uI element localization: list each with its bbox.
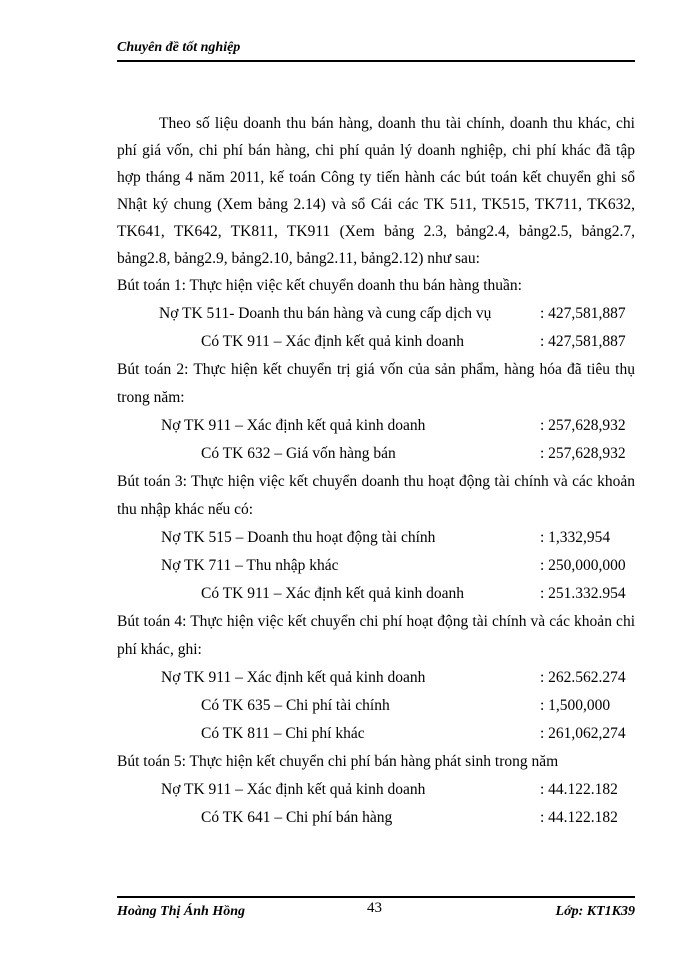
journal-entry-3 bbox=[117, 468, 635, 608]
entry-line-credit bbox=[117, 580, 635, 608]
entry-line-text: Có TK 911 – Xác định kết quả kinh doanh bbox=[201, 585, 465, 602]
header-title: Chuyên đề tốt nghiệp bbox=[117, 40, 241, 55]
page-header bbox=[117, 38, 635, 62]
entry-line-amount: : 257,628,932 bbox=[540, 445, 626, 462]
entry-line-amount: : 427,581,887 bbox=[540, 305, 626, 322]
journal-entry-4 bbox=[117, 608, 635, 748]
journal-entry-2 bbox=[117, 356, 635, 468]
entry-line-text: Có TK 635 – Chi phí tài chính bbox=[201, 697, 390, 714]
footer-class: Lớp: KT1K39 bbox=[555, 904, 635, 919]
entry-line-amount: : 1,332,954 bbox=[540, 529, 611, 546]
intro-paragraph: Theo số liệu doanh thu bán hàng, doanh thu tài chính, doanh thu khác, chi phí giá vốn, chi phí bán hàng, chi phí quản lý doanh nghiệp, chi phí khác đã tập hợp tháng 4 năm 2011, kế toán Công ty tiến hành các bút toán kết chuyển ghi sổ Nhật ký chung (Xem bảng 2.14) và sổ Cái các TK 511, TK515, TK711, TK632, TK641, TK642, TK811, TK911 (Xem bảng 2.3, bảng2.4, bảng2.5, bảng2.7, bảng2.8, bảng2.9, bảng2.10, bảng2.11, bảng2.12) như sau: bbox=[117, 115, 635, 267]
entry-heading: Bút toán 2: Thực hiện kết chuyển trị giá vốn của sản phẩm, hàng hóa đã tiêu thụ trong năm: bbox=[117, 361, 635, 406]
page-footer bbox=[117, 896, 635, 928]
page-number: 43 bbox=[367, 900, 382, 916]
entry-line-text: Nợ TK 911 – Xác định kết quả kinh doanh bbox=[161, 669, 426, 686]
entry-line-text: Nợ TK 711 – Thu nhập khác bbox=[161, 557, 339, 574]
entry-line-credit bbox=[117, 440, 635, 468]
entry-heading: Bút toán 5: Thực hiện kết chuyển chi phí bán hàng phát sinh trong năm bbox=[117, 753, 559, 770]
entry-line-credit bbox=[117, 720, 635, 748]
footer-author: Hoàng Thị Ánh Hồng bbox=[117, 904, 245, 919]
entry-line-text: Nợ TK 911 – Xác định kết quả kinh doanh bbox=[161, 417, 426, 434]
entry-line-text: Có TK 811 – Chi phí khác bbox=[201, 725, 365, 742]
entry-line-amount: : 1,500,000 bbox=[540, 697, 611, 714]
entry-line-debit bbox=[117, 300, 635, 328]
entry-heading: Bút toán 4: Thực hiện việc kết chuyển chi phí hoạt động tài chính và các khoản chi phí khác, ghi: bbox=[117, 613, 635, 658]
entry-line-credit bbox=[117, 692, 635, 720]
entry-line-text: Có TK 641 – Chi phí bán hàng bbox=[201, 809, 393, 826]
entry-line-debit bbox=[117, 524, 635, 552]
entry-line-text: Có TK 632 – Giá vốn hàng bán bbox=[201, 445, 396, 462]
journal-entry-1 bbox=[117, 272, 635, 356]
entry-line-text: Nợ TK 511- Doanh thu bán hàng và cung cấp dịch vụ bbox=[159, 305, 492, 322]
entry-line-text: Nợ TK 515 – Doanh thu hoạt động tài chính bbox=[161, 529, 436, 546]
entry-line-credit bbox=[117, 328, 635, 356]
entry-heading: Bút toán 1: Thực hiện việc kết chuyển doanh thu bán hàng thuần: bbox=[117, 277, 522, 294]
entry-line-amount: : 250,000,000 bbox=[540, 557, 626, 574]
entry-heading: Bút toán 3: Thực hiện việc kết chuyển doanh thu hoạt động tài chính và các khoản thu nhập khác nếu có: bbox=[117, 473, 635, 518]
entry-line-text: Nợ TK 911 – Xác định kết quả kinh doanh bbox=[161, 781, 426, 798]
entry-line-amount: : 257,628,932 bbox=[540, 417, 626, 434]
entry-line-debit bbox=[117, 552, 635, 580]
entry-line-amount: : 44.122.182 bbox=[540, 809, 618, 826]
entry-line-credit bbox=[117, 804, 635, 832]
entry-line-debit bbox=[117, 412, 635, 440]
entry-line-text: Có TK 911 – Xác định kết quả kinh doanh bbox=[201, 333, 465, 350]
entry-line-debit bbox=[117, 664, 635, 692]
entry-line-amount: : 44.122.182 bbox=[540, 781, 618, 798]
entry-line-amount: : 251.332.954 bbox=[540, 585, 626, 602]
entry-line-debit bbox=[117, 776, 635, 804]
document-body bbox=[117, 110, 635, 832]
entry-line-amount: : 261,062,274 bbox=[540, 725, 626, 742]
entry-line-amount: : 427,581,887 bbox=[540, 333, 626, 350]
entry-line-amount: : 262.562.274 bbox=[540, 669, 626, 686]
journal-entry-5 bbox=[117, 748, 635, 832]
